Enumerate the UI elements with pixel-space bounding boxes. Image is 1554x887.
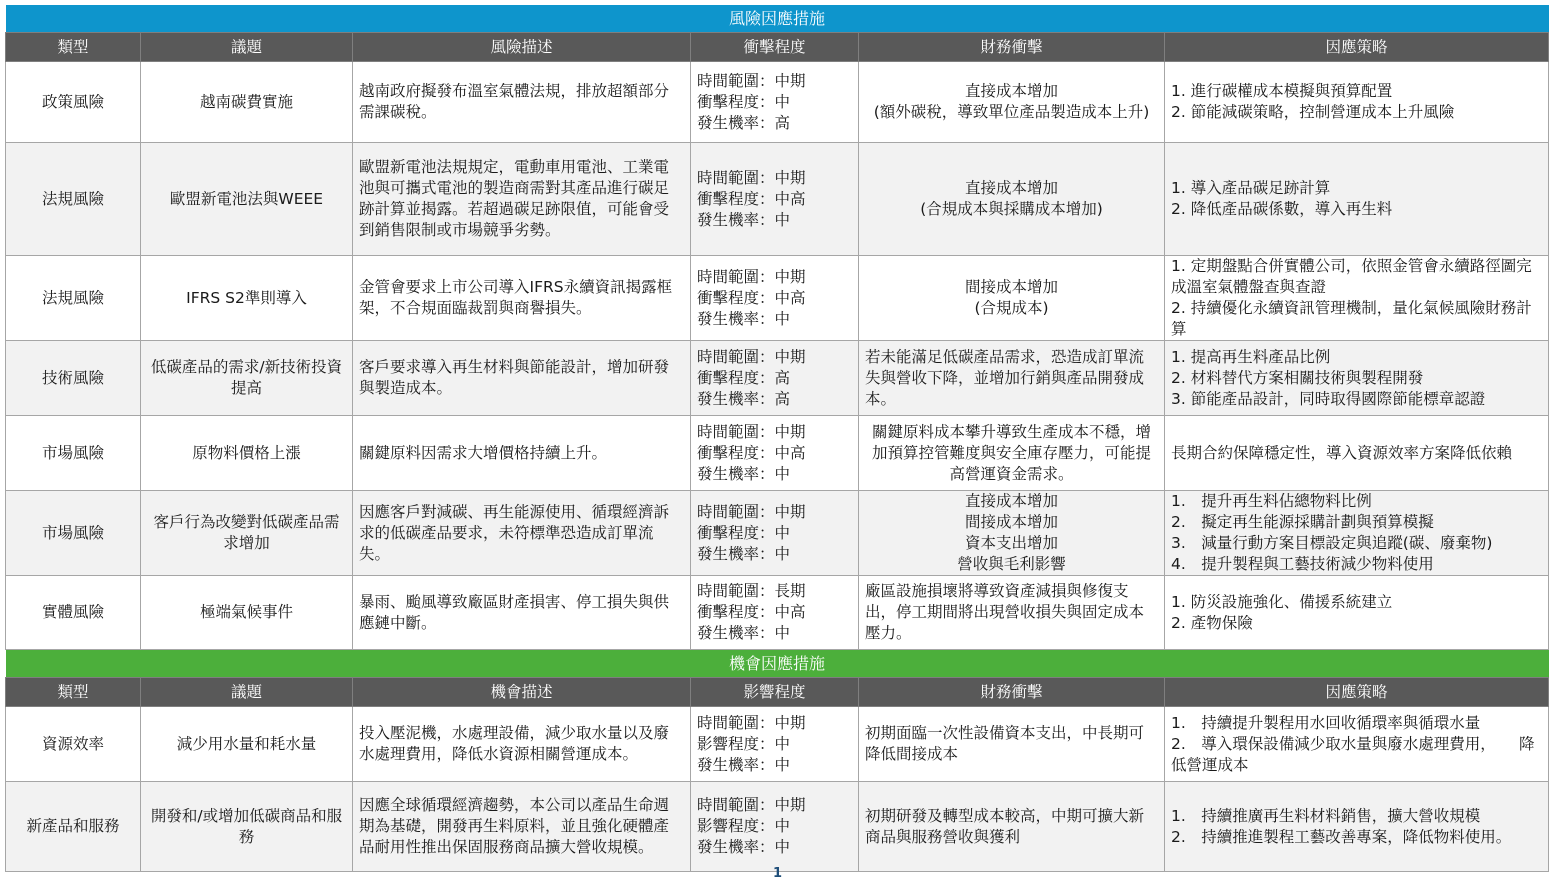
impact-line: 時間範圍：中期 <box>697 422 806 441</box>
strategy-item: 2. 擬定再生能源採購計劃與預算模擬 <box>1171 513 1434 531</box>
financial-cell: 關鍵原料成本攀升導致生產成本不穩，增加預算控管難度與安全庫存壓力，可能提高營運資金需求。 <box>859 416 1165 491</box>
impact-cell <box>691 143 859 256</box>
opportunity-column-header: 機會描述 <box>353 678 691 707</box>
opportunity-title: 機會因應措施 <box>6 650 1549 678</box>
type-cell: 法規風險 <box>6 256 141 341</box>
risk-column-header: 類型 <box>6 33 141 62</box>
measures-table <box>5 5 1549 872</box>
description-cell: 暴雨、颱風導致廠區財產損害、停工損失與供應鏈中斷。 <box>353 576 691 650</box>
risk-header-row <box>6 33 1549 62</box>
description-cell: 因應全球循環經濟趨勢，本公司以產品生命週期為基礎，開發再生料原料，並且強化硬體產品耐用性推出保固服務商品擴大營收規模。 <box>353 782 691 872</box>
strategy-item: 4. 提升製程與工藝技術減少物料使用 <box>1171 555 1434 573</box>
topic-cell: 越南碳費實施 <box>141 62 353 143</box>
strategy-item: 2. 材料替代方案相關技術與製程開發 <box>1171 368 1424 387</box>
opportunity-row <box>6 707 1549 782</box>
risk-column-header: 衝擊程度 <box>691 33 859 62</box>
risk-row <box>6 416 1549 491</box>
impact-line: 發生機率：中 <box>697 309 791 328</box>
climate-measures-sheet <box>5 5 1548 872</box>
impact-cell <box>691 576 859 650</box>
impact-line: 發生機率：中 <box>697 544 791 563</box>
impact-line: 衝擊程度：中 <box>697 523 791 542</box>
impact-line: 衝擊程度：中高 <box>697 603 806 621</box>
impact-line: 發生機率：中 <box>697 464 791 483</box>
opportunity-header-row <box>6 678 1549 707</box>
strategy-item: 1. 防災設施強化、備援系統建立 <box>1171 592 1393 611</box>
financial-cell: 若未能滿足低碳產品需求，恐造成訂單流失與營收下降，並增加行銷與產品開發成本。 <box>859 341 1165 416</box>
description-cell: 歐盟新電池法規規定，電動車用電池、工業電池與可攜式電池的製造商需對其產品進行碳足跡計算並揭露。若超過碳足跡限值，可能會受到銷售限制或市場競爭劣勢。 <box>353 143 691 256</box>
risk-row <box>6 143 1549 256</box>
strategy-cell <box>1165 416 1549 491</box>
risk-column-header: 財務衝擊 <box>859 33 1165 62</box>
impact-line: 衝擊程度：中高 <box>697 189 806 208</box>
impact-cell <box>691 416 859 491</box>
strategy-cell <box>1165 62 1549 143</box>
strategy-item: 2. 節能減碳策略，控制營運成本上升風險 <box>1171 103 1455 121</box>
strategy-item: 1. 提高再生料產品比例 <box>1171 347 1331 366</box>
opportunity-column-header: 類型 <box>6 678 141 707</box>
strategy-cell <box>1165 707 1549 782</box>
type-cell: 法規風險 <box>6 143 141 256</box>
description-cell: 金管會要求上市公司導入IFRS永續資訊揭露框架，不合規面臨裁罰與商譽損失。 <box>353 256 691 341</box>
risk-column-header: 風險描述 <box>353 33 691 62</box>
type-cell: 市場風險 <box>6 491 141 576</box>
strategy-cell <box>1165 341 1549 416</box>
type-cell: 技術風險 <box>6 341 141 416</box>
type-cell: 政策風險 <box>6 62 141 143</box>
opportunity-title-row <box>6 650 1549 678</box>
opportunity-row <box>6 782 1549 872</box>
strategy-item: 2. 持續優化永續資訊管理機制，量化氣候風險財務計算 <box>1171 299 1532 338</box>
impact-line: 發生機率：中 <box>697 755 791 774</box>
risk-column-header: 議題 <box>141 33 353 62</box>
impact-line: 發生機率：中 <box>697 624 791 642</box>
risk-column-header: 因應策略 <box>1165 33 1549 62</box>
impact-line: 時間範圍：中期 <box>697 267 806 286</box>
impact-line: 時間範圍：中期 <box>697 713 806 732</box>
topic-cell: 低碳產品的需求/新技術投資提高 <box>141 341 353 416</box>
strategy-item: 1. 定期盤點合併實體公司，依照金管會永續路徑圖完成溫室氣體盤查與查證 <box>1171 257 1532 296</box>
risk-row <box>6 256 1549 341</box>
strategy-item: 3. 節能產品設計，同時取得國際節能標章認證 <box>1171 389 1486 408</box>
topic-cell: 原物料價格上漲 <box>141 416 353 491</box>
strategy-item: 1. 持續提升製程用水回收循環率與循環水量 <box>1171 713 1481 732</box>
financial-cell: 直接成本增加 (合規成本與採購成本增加) <box>859 143 1165 256</box>
strategy-item: 2. 產物保險 <box>1171 613 1253 632</box>
financial-cell: 直接成本增加 間接成本增加 資本支出增加 營收與毛利影響 <box>859 491 1165 576</box>
description-cell: 客戶要求導入再生材料與節能設計，增加研發與製造成本。 <box>353 341 691 416</box>
topic-cell: 客戶行為改變對低碳產品需求增加 <box>141 491 353 576</box>
topic-cell: IFRS S2準則導入 <box>141 256 353 341</box>
description-cell: 投入壓泥機，水處理設備，減少取水量以及廢水處理費用，降低水資源相關營運成本。 <box>353 707 691 782</box>
impact-cell <box>691 62 859 143</box>
strategy-item: 2. 導入環保設備減少取水量與廢水處理費用， 降低營運成本 <box>1171 734 1535 774</box>
impact-line: 影響程度：中 <box>697 734 791 753</box>
type-cell: 資源效率 <box>6 707 141 782</box>
strategy-item: 2. 降低產品碳係數，導入再生料 <box>1171 200 1393 218</box>
impact-line: 發生機率：中 <box>697 838 791 856</box>
impact-cell <box>691 256 859 341</box>
strategy-item: 3. 減量行動方案目標設定與追蹤(碳、廢棄物) <box>1171 534 1493 552</box>
type-cell: 市場風險 <box>6 416 141 491</box>
impact-line: 發生機率：中 <box>697 210 791 229</box>
impact-line: 發生機率：高 <box>697 113 791 132</box>
impact-line: 時間範圍：中期 <box>697 502 806 521</box>
description-cell: 越南政府擬發布溫室氣體法規，排放超額部分需課碳稅。 <box>353 62 691 143</box>
opportunity-column-header: 議題 <box>141 678 353 707</box>
topic-cell: 極端氣候事件 <box>141 576 353 650</box>
risk-row <box>6 576 1549 650</box>
strategy-item: 1. 導入產品碳足跡計算 <box>1171 179 1331 197</box>
impact-line: 時間範圍：中期 <box>697 796 806 814</box>
risk-title-row <box>6 5 1549 33</box>
financial-cell: 初期面臨一次性設備資本支出，中長期可降低間接成本 <box>859 707 1165 782</box>
topic-cell: 歐盟新電池法與WEEE <box>141 143 353 256</box>
strategy-cell <box>1165 143 1549 256</box>
financial-cell: 直接成本增加 (額外碳稅，導致單位產品製造成本上升) <box>859 62 1165 143</box>
impact-cell <box>691 782 859 872</box>
risk-row <box>6 341 1549 416</box>
opportunity-column-header: 財務衝擊 <box>859 678 1165 707</box>
financial-cell: 廠區設施損壞將導致資產減損與修復支出，停工期間將出現營收損失與固定成本壓力。 <box>859 576 1165 650</box>
strategy-item: 1. 進行碳權成本模擬與預算配置 <box>1171 82 1393 100</box>
opportunity-column-header: 因應策略 <box>1165 678 1549 707</box>
type-cell: 新產品和服務 <box>6 782 141 872</box>
impact-line: 衝擊程度：高 <box>697 368 791 387</box>
impact-line: 發生機率：高 <box>697 389 791 408</box>
financial-cell: 間接成本增加 (合規成本) <box>859 256 1165 341</box>
description-cell: 關鍵原料因需求大增價格持續上升。 <box>353 416 691 491</box>
strategy-item: 長期合約保障穩定性，導入資源效率方案降低依賴 <box>1171 443 1513 462</box>
page-number: 1 <box>773 866 783 881</box>
strategy-cell <box>1165 256 1549 341</box>
impact-line: 時間範圍：長期 <box>697 582 806 600</box>
topic-cell: 開發和/或增加低碳商品和服務 <box>141 782 353 872</box>
impact-line: 時間範圍：中期 <box>697 347 806 366</box>
impact-cell <box>691 707 859 782</box>
risk-row <box>6 491 1549 576</box>
impact-line: 時間範圍：中期 <box>697 71 806 90</box>
type-cell: 實體風險 <box>6 576 141 650</box>
risk-title: 風險因應措施 <box>6 5 1549 33</box>
impact-line: 時間範圍：中期 <box>697 168 806 187</box>
impact-cell <box>691 491 859 576</box>
impact-line: 衝擊程度：中高 <box>697 288 806 307</box>
impact-line: 衝擊程度：中 <box>697 92 791 111</box>
financial-cell: 初期研發及轉型成本較高，中期可擴大新商品與服務營收與獲利 <box>859 782 1165 872</box>
opportunity-column-header: 影響程度 <box>691 678 859 707</box>
strategy-cell <box>1165 782 1549 872</box>
strategy-item: 1. 提升再生料佔總物料比例 <box>1171 492 1372 510</box>
risk-row <box>6 62 1549 143</box>
impact-cell <box>691 341 859 416</box>
impact-line: 衝擊程度：中高 <box>697 443 806 462</box>
strategy-item: 2. 持續推進製程工藝改善專案，降低物料使用。 <box>1171 827 1512 846</box>
strategy-cell <box>1165 576 1549 650</box>
strategy-cell <box>1165 491 1549 576</box>
topic-cell: 減少用水量和耗水量 <box>141 707 353 782</box>
description-cell: 因應客戶對減碳、再生能源使用、循環經濟訴求的低碳產品要求，未符標準恐造成訂單流失。 <box>353 491 691 576</box>
impact-line: 影響程度：中 <box>697 817 791 835</box>
strategy-item: 1. 持續推廣再生料材料銷售，擴大營收規模 <box>1171 806 1481 825</box>
